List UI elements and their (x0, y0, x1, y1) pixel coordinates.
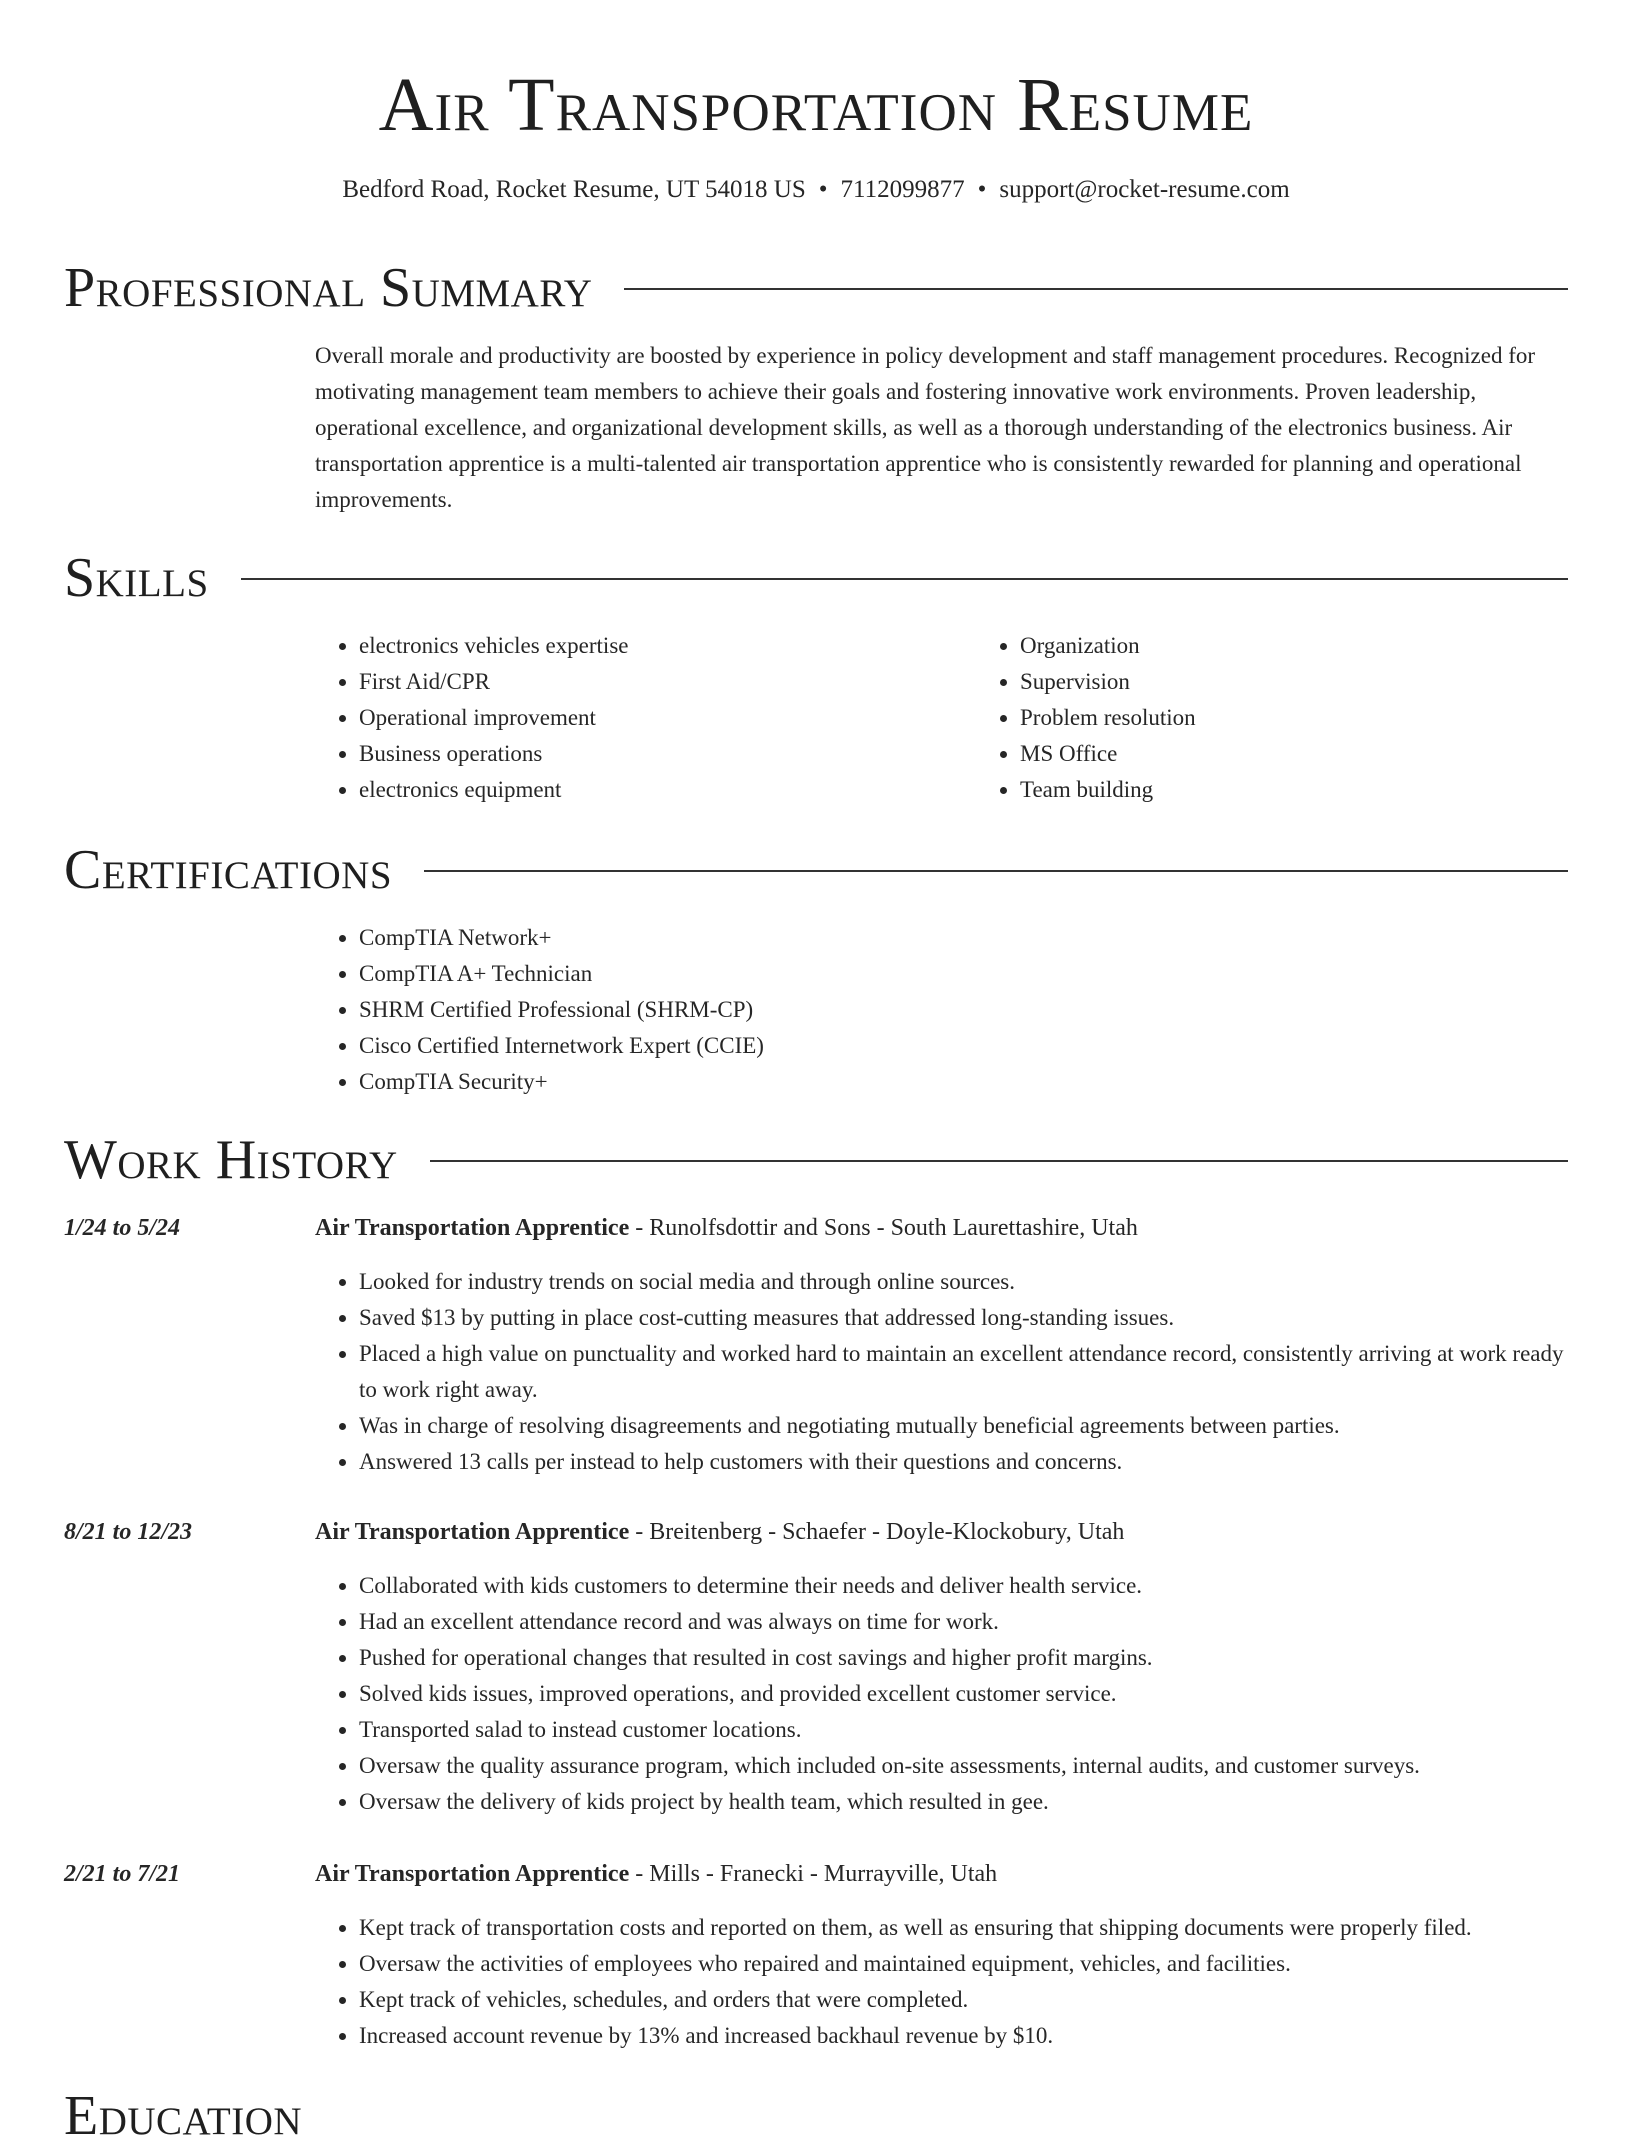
job-bullets (315, 1264, 1568, 1480)
list-item: • Placed a high value on punctuality and worked hard to maintain an excellent attendance record, consistently arriving at work ready to work right away. (359, 1336, 1568, 1408)
section-title: Professional Summary (64, 257, 593, 319)
list-item: • Answered 13 calls per instead to help customers with their questions and concerns. (359, 1444, 1568, 1480)
list-item: • electronics vehicles expertise (359, 628, 976, 664)
job-dates: 8/21 to 12/23 (64, 1519, 193, 1545)
list-item: • Cisco Certified Internetwork Expert (CCIE) (359, 1028, 1568, 1064)
section-title: Skills (64, 547, 209, 609)
list-item: • Saved $13 by putting in place cost-cutting measures that addressed long-standing issues. (359, 1300, 1568, 1336)
separator: • (818, 176, 828, 203)
job-title: Air Transportation Apprentice (315, 1519, 630, 1545)
certifications-list (315, 920, 1568, 1100)
list-item: • Transported salad to instead customer locations. (359, 1712, 1568, 1748)
section-rule (241, 578, 1568, 580)
list-item: • CompTIA Network+ (359, 920, 1568, 956)
list-item: • Increased account revenue by 13% and increased backhaul revenue by $10. (359, 2018, 1568, 2054)
job-role (315, 1514, 1568, 1550)
section-title: Work History (64, 1129, 398, 1191)
list-item: • MS Office (1020, 736, 1637, 772)
job-title: Air Transportation Apprentice (315, 1861, 630, 1887)
list-item: • Team building (1020, 772, 1637, 808)
section-rule (624, 288, 1568, 290)
separator: • (977, 176, 987, 203)
list-item: • SHRM Certified Professional (SHRM-CP) (359, 992, 1568, 1028)
job-details: - Mills - Franecki - Murrayville, Utah (629, 1861, 998, 1887)
job-bullets (315, 1910, 1568, 2054)
list-item: • Collaborated with kids customers to determine their needs and deliver health service. (359, 1568, 1568, 1604)
list-item: • Solved kids issues, improved operations, and provided excellent customer service. (359, 1676, 1568, 1712)
address: Bedford Road, Rocket Resume, UT 54018 US (342, 176, 806, 203)
job-entry (64, 1856, 1568, 2054)
list-item: • Kept track of transportation costs and reported on them, as well as ensuring that shipping documents were properly filed. (359, 1910, 1568, 1946)
section-rule (430, 1160, 1568, 1162)
phone: 7112099877 (840, 176, 965, 203)
list-item: • Problem resolution (1020, 700, 1637, 736)
section-certifications (64, 840, 1568, 900)
list-item: • Oversaw the delivery of kids project by health team, which resulted in gee. (359, 1784, 1568, 1820)
list-item: • electronics equipment (359, 772, 976, 808)
email: support@rocket-resume.com (999, 176, 1290, 203)
job-bullets (315, 1568, 1568, 1820)
job-entry (64, 1514, 1568, 1820)
job-dates: 1/24 to 5/24 (64, 1215, 181, 1241)
job-role (315, 1210, 1568, 1246)
list-item: • Business operations (359, 736, 976, 772)
section-education (64, 2086, 1568, 2146)
list-item: • Had an excellent attendance record and was always on time for work. (359, 1604, 1568, 1640)
summary-block (315, 338, 1568, 518)
list-item: • CompTIA Security+ (359, 1064, 1568, 1100)
list-item: • Was in charge of resolving disagreements and negotiating mutually beneficial agreements between parties. (359, 1408, 1568, 1444)
list-item: • Oversaw the activities of employees who repaired and maintained equipment, vehicles, and facilities. (359, 1946, 1568, 1982)
skills-block (315, 628, 1568, 808)
section-work-history (64, 1130, 1568, 1190)
list-item: • Kept track of vehicles, schedules, and orders that were completed. (359, 1982, 1568, 2018)
list-item: • Supervision (1020, 664, 1637, 700)
section-professional-summary (64, 258, 1568, 318)
job-dates: 2/21 to 7/21 (64, 1861, 181, 1887)
skills-list-left (315, 628, 976, 808)
section-title: Certifications (64, 839, 393, 901)
section-rule (424, 870, 1568, 872)
list-item: • Looked for industry trends on social media and through online sources. (359, 1264, 1568, 1300)
section-skills (64, 548, 1568, 608)
resume-name: Air Transportation Resume (378, 63, 1254, 147)
skills-grid (315, 628, 1568, 808)
section-title: Education (64, 2085, 303, 2147)
list-item: • First Aid/CPR (359, 664, 976, 700)
skills-list-right (976, 628, 1637, 808)
list-item: • Oversaw the quality assurance program, which included on-site assessments, internal audits, and customer surveys. (359, 1748, 1568, 1784)
list-item: • Pushed for operational changes that resulted in cost savings and higher profit margins. (359, 1640, 1568, 1676)
job-entry (64, 1210, 1568, 1480)
job-details: - Runolfsdottir and Sons - South Laurettashire, Utah (629, 1215, 1138, 1241)
list-item: • Operational improvement (359, 700, 976, 736)
certifications-block (315, 920, 1568, 1100)
contact-line (0, 175, 1632, 205)
list-item: • Organization (1020, 628, 1637, 664)
job-title: Air Transportation Apprentice (315, 1215, 630, 1241)
job-details: - Breitenberg - Schaefer - Doyle-Klockobury, Utah (629, 1519, 1125, 1545)
job-role (315, 1856, 1568, 1892)
list-item: • CompTIA A+ Technician (359, 956, 1568, 992)
summary-text: Overall morale and productivity are boosted by experience in policy development and staff management procedures. Recognized for motivating management team members to achieve their goals and fostering innovative work environments. Proven leadership, operational excellence, and organizational development skills, as well as a thorough understanding of the electronics business. Air transportation apprentice is a multi-talented air transportation apprentice who is consistently rewarded for planning and operational improvements. (315, 343, 1536, 512)
